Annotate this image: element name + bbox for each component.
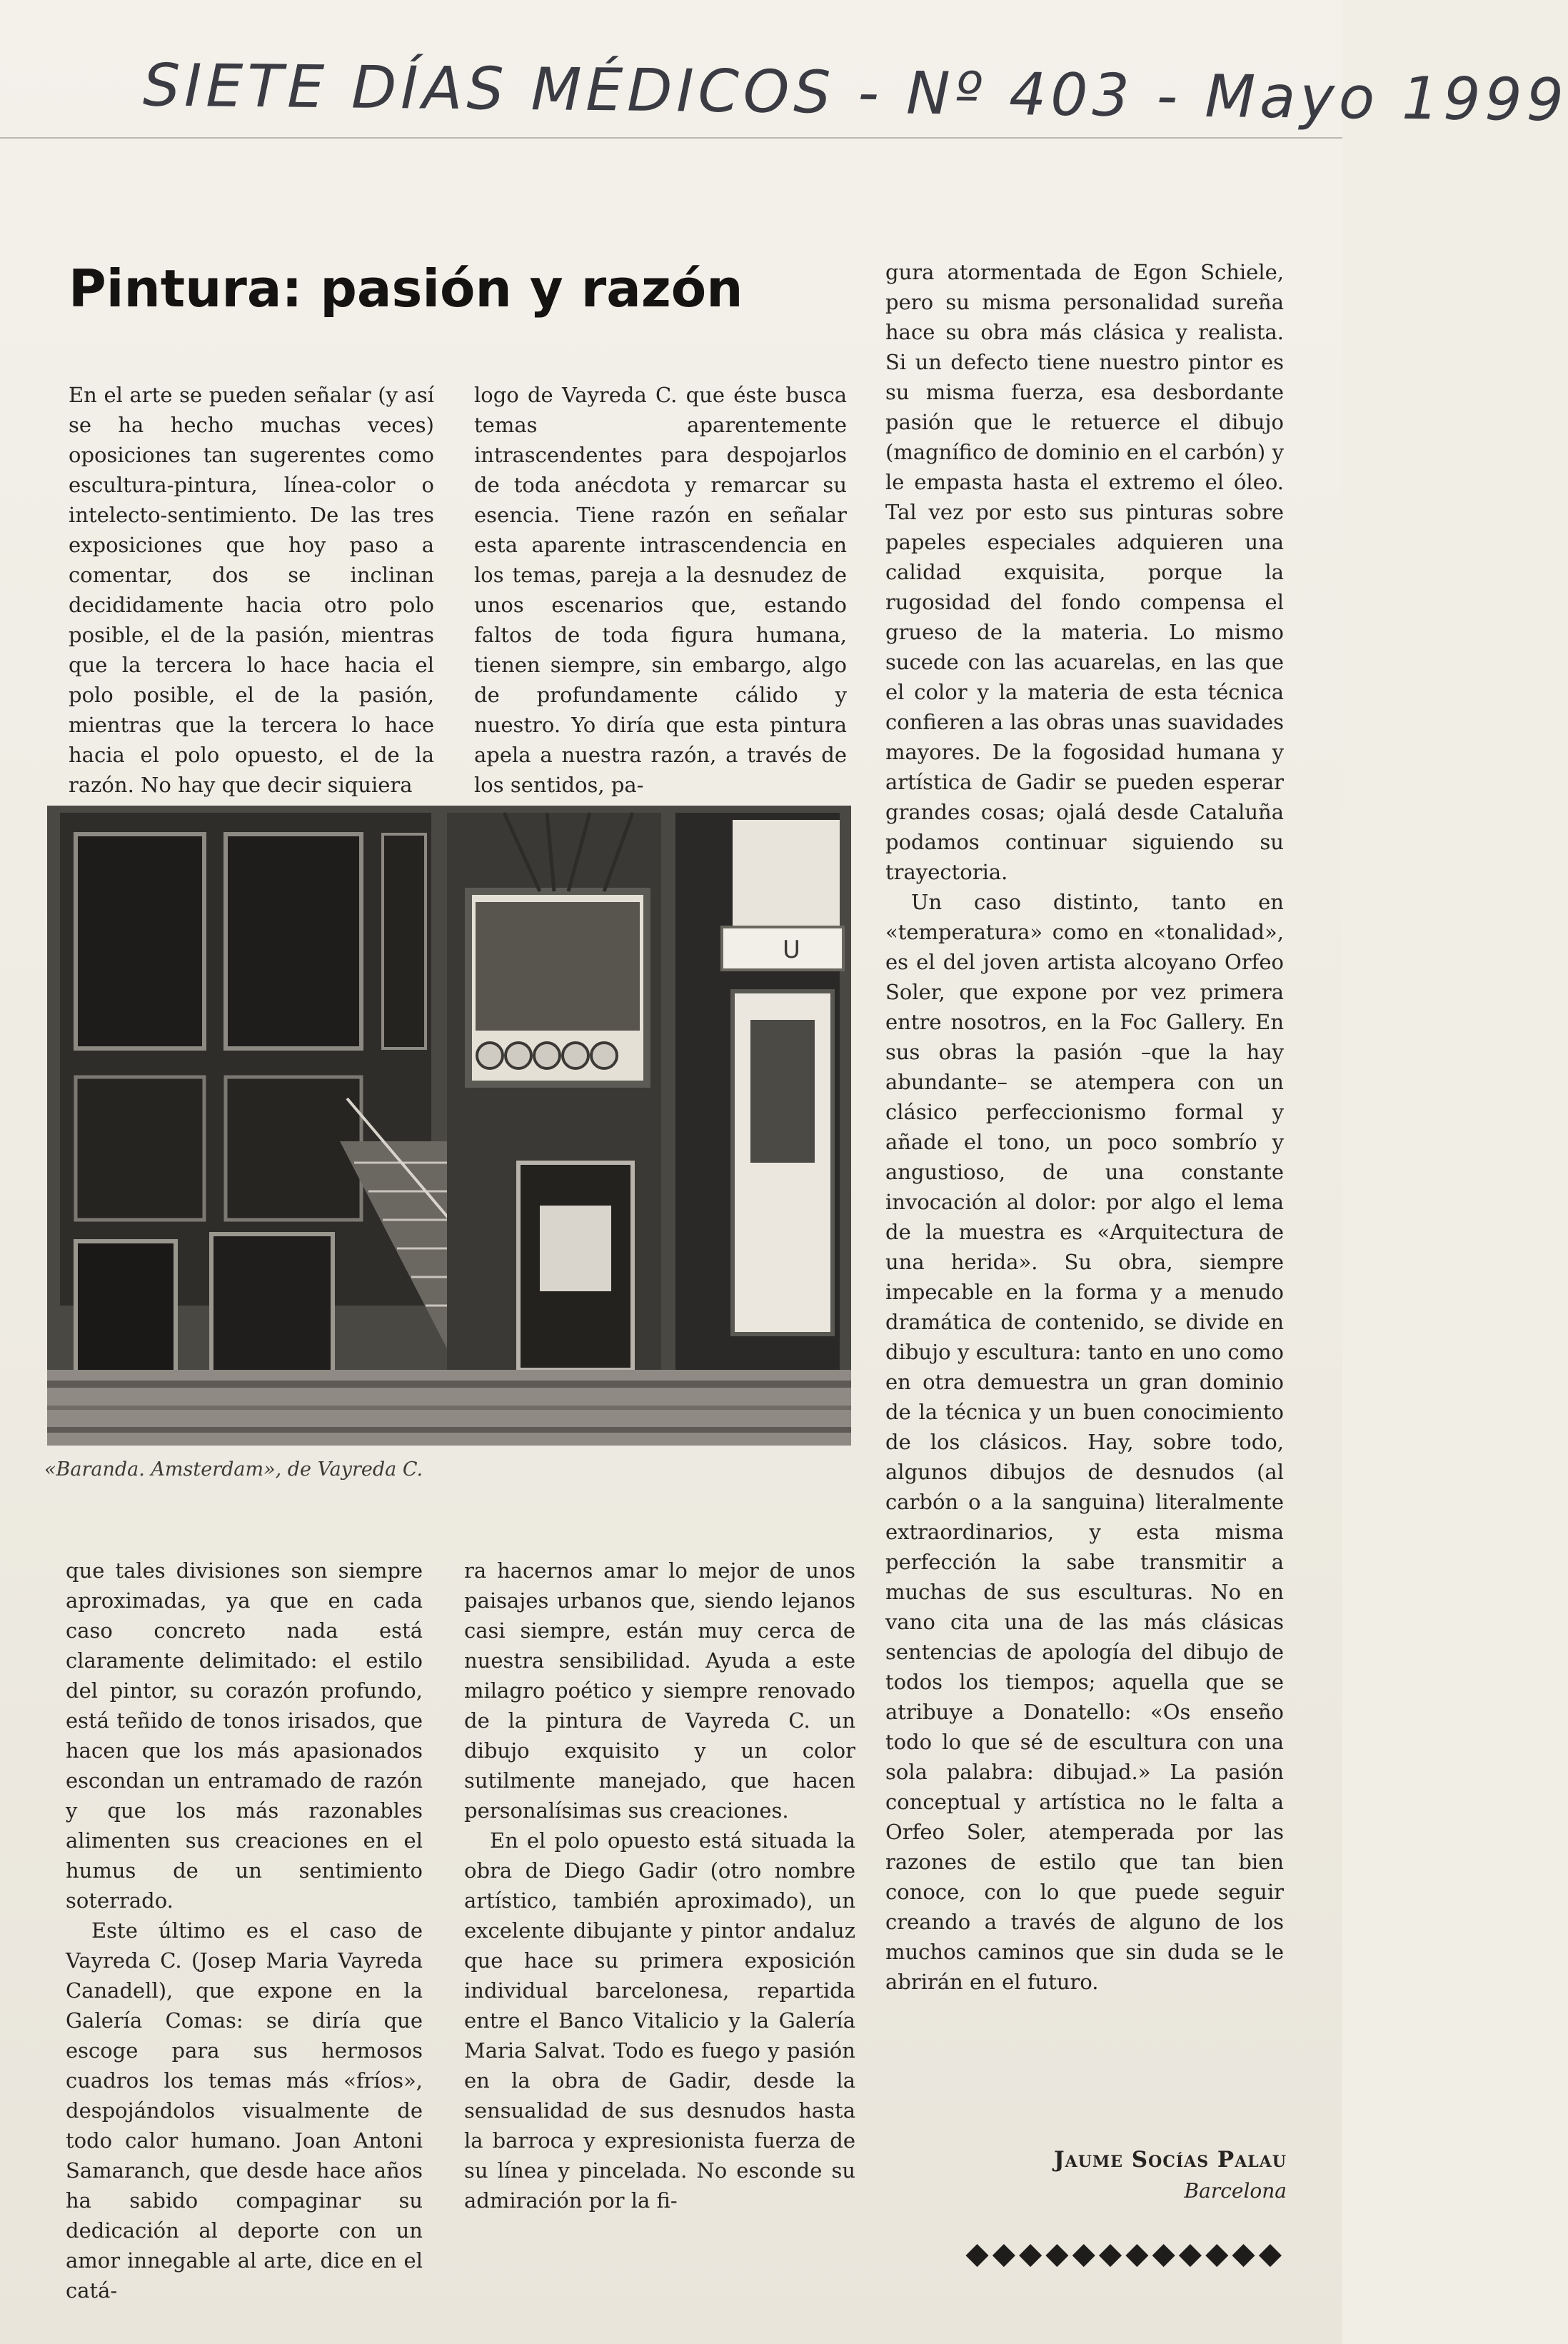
article-title: Pintura: pasión y razón	[69, 259, 743, 319]
paragraph: Este último es el caso de Vayreda C. (Josep Maria Vayreda Canadell), que expone en la Galería Comas: se diría que escoge para sus hermosos cuadros los temas más «fríos», despojándolos visualmente de todo calor humano. Joan Antoni Samaranch, que desde hace años ha sabido compaginar su dedicación al deporte con un amor innegable al arte, dice en el catá-	[66, 1918, 423, 2303]
column-1-bottom	[66, 1556, 423, 2313]
paragraph: Un caso distinto, tanto en «temperatura» como en «tonalidad», es el del joven artista alcoyano Orfeo Soler, que expone por vez primera entre nosotros, en la Foc Gallery. En sus obras la pasión –que la hay abundante– se atempera con un clásico perfeccionismo formal y añade el tono, un poco sombrío y angustioso, de una constante invocación al dolor: por algo el lema de la muestra es «Arquitectura de una herida». Su obra, siempre impecable en la forma y a menudo dramática de contenido, se divide en dibujo y escultura: tanto en uno como en otra demuestra un gran dominio de la técnica y un buen conocimiento de los clásicos. Hay, sobre todo, algunos dibujos de desnudos (al carbón o a la sanguina) literalmente extraordinarios, y esta misma perfección la sabe transmitir a muchas de sus esculturas. No en vano cita una de las más clásicas sentencias de apología del dibujo de todos los tiempos; aquella que se atribuye a Donatello: «Os enseño todo lo que sé de escultura con una sola palabra: dibujad.» La pasión conceptual y artística no le falta a Orfeo Soler, atemperada por las razones de estilo que tan bien conoce, con lo que puede seguir creando a través de alguno de los muchos caminos que sin duda se le abrirán en el futuro.	[885, 890, 1284, 1994]
photo-sign-text: U	[783, 936, 800, 964]
end-of-article-mark: ◆◆◆◆◆◆◆◆◆◆◆◆	[965, 2235, 1285, 2270]
photo-caption: «Baranda. Amsterdam», de Vayreda C.	[44, 1458, 423, 1481]
author-name: Jaume Socías Palau	[1053, 2147, 1287, 2173]
header-rule	[0, 137, 1342, 139]
paragraph: gura atormentada de Egon Schiele, pero su misma personalidad sureña hace su obra más clásica y realista. Si un defecto tiene nuestro pintor es su misma fuerza, esa desbordante pasión que le retuerce el dibujo (magnífico de dominio en el carbón) y le empasta hasta el extremo el óleo. Tal vez por esto sus pinturas sobre papeles especiales adquieren una calidad exquisita, porque la rugosidad del fondo compensa el grueso de la materia. Lo mismo sucede con las acuarelas, en las que el color y la materia de esta técnica confieren a las obras unas suavidades mayores. De la fogosidad humana y artística de Gadir se pueden esperar grandes cosas; ojalá desde Cataluña podamos continuar siguiendo su trayectoria.	[885, 260, 1284, 884]
column-1-top	[69, 380, 434, 797]
paragraph: En el polo opuesto está situada la obra de Diego Gadir (otro nombre artístico, también aproximado), un excelente dibujante y pintor andaluz que hace su primera exposición individual barcelonesa, repartida entre el Banco Vitalicio y la Galería Maria Salvat. Todo es fuego y pasión en la obra de Gadir, desde la sensualidad de sus desnudos hasta la barroca y expresionista fuerza de su línea y pincelada. No esconde su admiración por la fi-	[464, 1828, 855, 2213]
byline	[1054, 2144, 1287, 2207]
column-2-bottom	[464, 1556, 855, 2313]
column-3	[885, 257, 1284, 2127]
column-2-top	[474, 380, 847, 797]
paragraph: ra hacernos amar lo mejor de unos paisajes urbanos que, siendo lejanos casi siempre, están muy cerca de nuestra sensibilidad. Ayuda a este milagro poético y siempre renovado de la pintura de Vayreda C. un dibujo exquisito y un color sutilmente manejado, que hacen personalísimas sus creaciones.	[464, 1558, 855, 1823]
handwritten-header: SIETE DÍAS MÉDICOS - Nº 403 - Mayo 1999	[142, 51, 1568, 135]
author-location: Barcelona	[1184, 2179, 1287, 2203]
paragraph: que tales divisiones son siempre aproximadas, ya que en cada caso concreto nada está claramente delimitado: el estilo del pintor, su corazón profundo, está teñido de tonos irisados, que hacen que los más apasionados escondan un entramado de razón y que los más razonables alimenten sus creaciones en el humus de un sentimiento soterrado.	[66, 1558, 423, 1913]
paragraph: logo de Vayreda C. que éste busca temas aparentemente intrascendentes para despojarlos de toda anécdota y remarcar su esencia. Tiene razón en señalar esta aparente intrascendencia en los temas, pareja a la desnudez de unos escenarios que, estando faltos de toda figura humana, tienen siempre, sin embargo, algo de profundamente cálido y nuestro. Yo diría que esta pintura apela a nuestra razón, a través de los sentidos, pa-	[474, 383, 847, 797]
paragraph: En el arte se pueden señalar (y así se ha hecho muchas veces) oposiciones tan sugerentes como escultura-pintura, línea-color o intelecto-sentimiento. De las tres exposiciones que hoy paso a comentar, dos se inclinan decididamente hacia otro polo posible, el de la pasión, mientras que la tercera lo hace hacia el polo posible, el de la pasión, mientras que la tercera lo hace hacia el polo opuesto, el de la razón. No hay que decir siquiera	[69, 383, 434, 797]
artwork-photo	[47, 806, 851, 1446]
